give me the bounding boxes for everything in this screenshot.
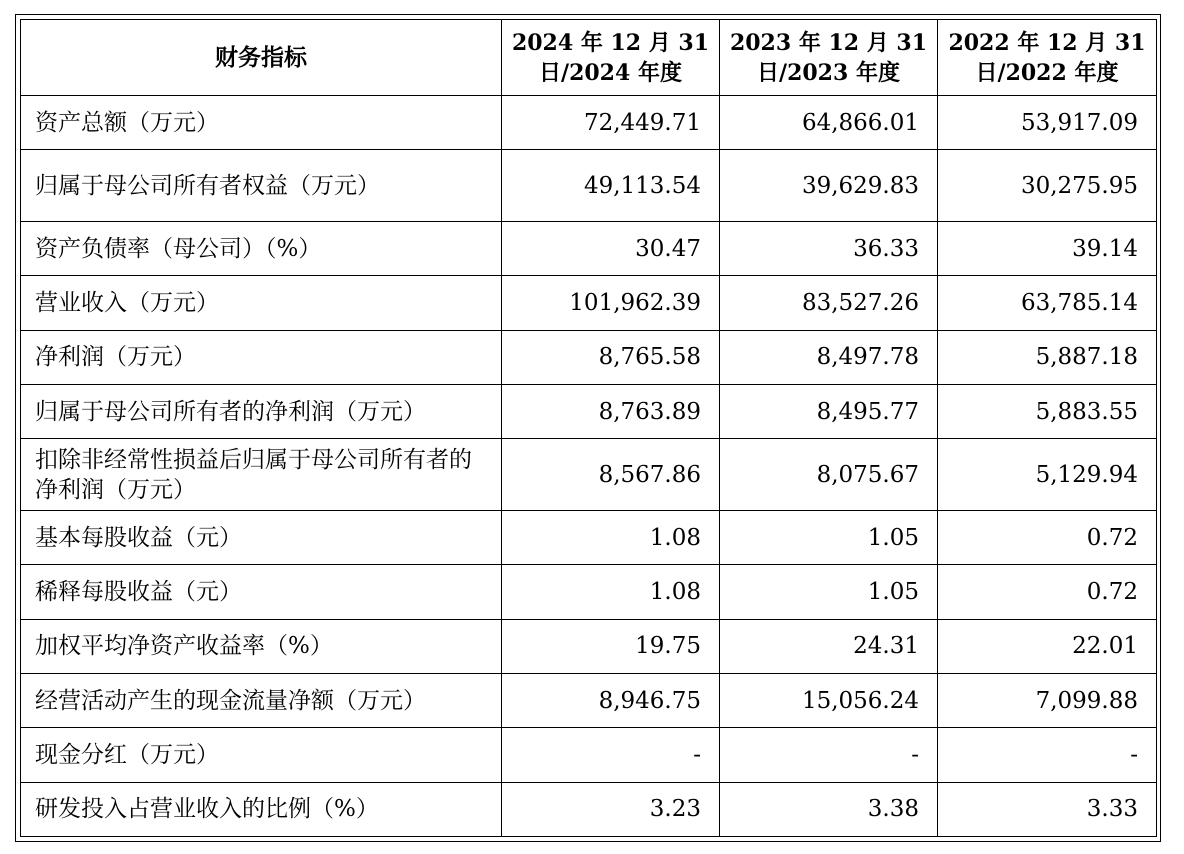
table-row [21,511,1157,565]
value-2023: 24.31 [720,619,938,673]
value-2024: 72,449.71 [502,96,720,150]
value-2023: 8,075.67 [720,439,938,511]
value-2024: - [502,728,720,782]
value-2024: 8,763.89 [502,384,720,438]
value-2022: - [938,728,1157,782]
table-row [21,439,1157,511]
value-2023: 3.38 [720,782,938,836]
row-label: 研发投入占营业收入的比例（%） [21,782,502,836]
value-2024: 1.08 [502,511,720,565]
value-2022: 3.33 [938,782,1157,836]
row-label: 基本每股收益（元） [21,511,502,565]
row-label: 经营活动产生的现金流量净额（万元） [21,673,502,727]
header-2022: 2022 年 12 月 31 日/2022 年度 [938,20,1157,96]
row-label: 稀释每股收益（元） [21,565,502,619]
row-label: 归属于母公司所有者的净利润（万元） [21,384,502,438]
header-2024: 2024 年 12 月 31 日/2024 年度 [502,20,720,96]
value-2023: 1.05 [720,565,938,619]
value-2023: 36.33 [720,222,938,276]
value-2024: 8,946.75 [502,673,720,727]
value-2022: 0.72 [938,565,1157,619]
row-label: 现金分红（万元） [21,728,502,782]
table-row [21,619,1157,673]
row-label: 资产负债率（母公司）（%） [21,222,502,276]
row-label: 加权平均净资产收益率（%） [21,619,502,673]
table-row [21,150,1157,222]
value-2022: 63,785.14 [938,276,1157,330]
value-2023: 15,056.24 [720,673,938,727]
row-label: 营业收入（万元） [21,276,502,330]
table-header-row [21,20,1157,96]
value-2024: 1.08 [502,565,720,619]
row-label: 归属于母公司所有者权益（万元） [21,150,502,222]
header-2023: 2023 年 12 月 31 日/2023 年度 [720,20,938,96]
table-row [21,728,1157,782]
value-2022: 7,099.88 [938,673,1157,727]
table-row [21,330,1157,384]
value-2023: - [720,728,938,782]
value-2024: 30.47 [502,222,720,276]
value-2024: 8,567.86 [502,439,720,511]
value-2024: 3.23 [502,782,720,836]
value-2023: 1.05 [720,511,938,565]
table-row [21,565,1157,619]
value-2024: 19.75 [502,619,720,673]
value-2022: 0.72 [938,511,1157,565]
table-row [21,384,1157,438]
value-2022: 30,275.95 [938,150,1157,222]
table-row [21,96,1157,150]
value-2024: 8,765.58 [502,330,720,384]
row-label: 资产总额（万元） [21,96,502,150]
table-row [21,222,1157,276]
value-2022: 5,883.55 [938,384,1157,438]
value-2023: 8,497.78 [720,330,938,384]
table-row [21,782,1157,836]
value-2023: 39,629.83 [720,150,938,222]
value-2022: 53,917.09 [938,96,1157,150]
value-2022: 39.14 [938,222,1157,276]
value-2022: 22.01 [938,619,1157,673]
header-metric: 财务指标 [21,20,502,96]
value-2024: 49,113.54 [502,150,720,222]
table-row [21,673,1157,727]
row-label: 扣除非经常性损益后归属于母公司所有者的净利润（万元） [21,439,502,511]
value-2024: 101,962.39 [502,276,720,330]
table-row [21,276,1157,330]
value-2023: 83,527.26 [720,276,938,330]
value-2022: 5,129.94 [938,439,1157,511]
row-label: 净利润（万元） [21,330,502,384]
value-2022: 5,887.18 [938,330,1157,384]
value-2023: 64,866.01 [720,96,938,150]
financial-indicators-table [20,19,1157,837]
value-2023: 8,495.77 [720,384,938,438]
